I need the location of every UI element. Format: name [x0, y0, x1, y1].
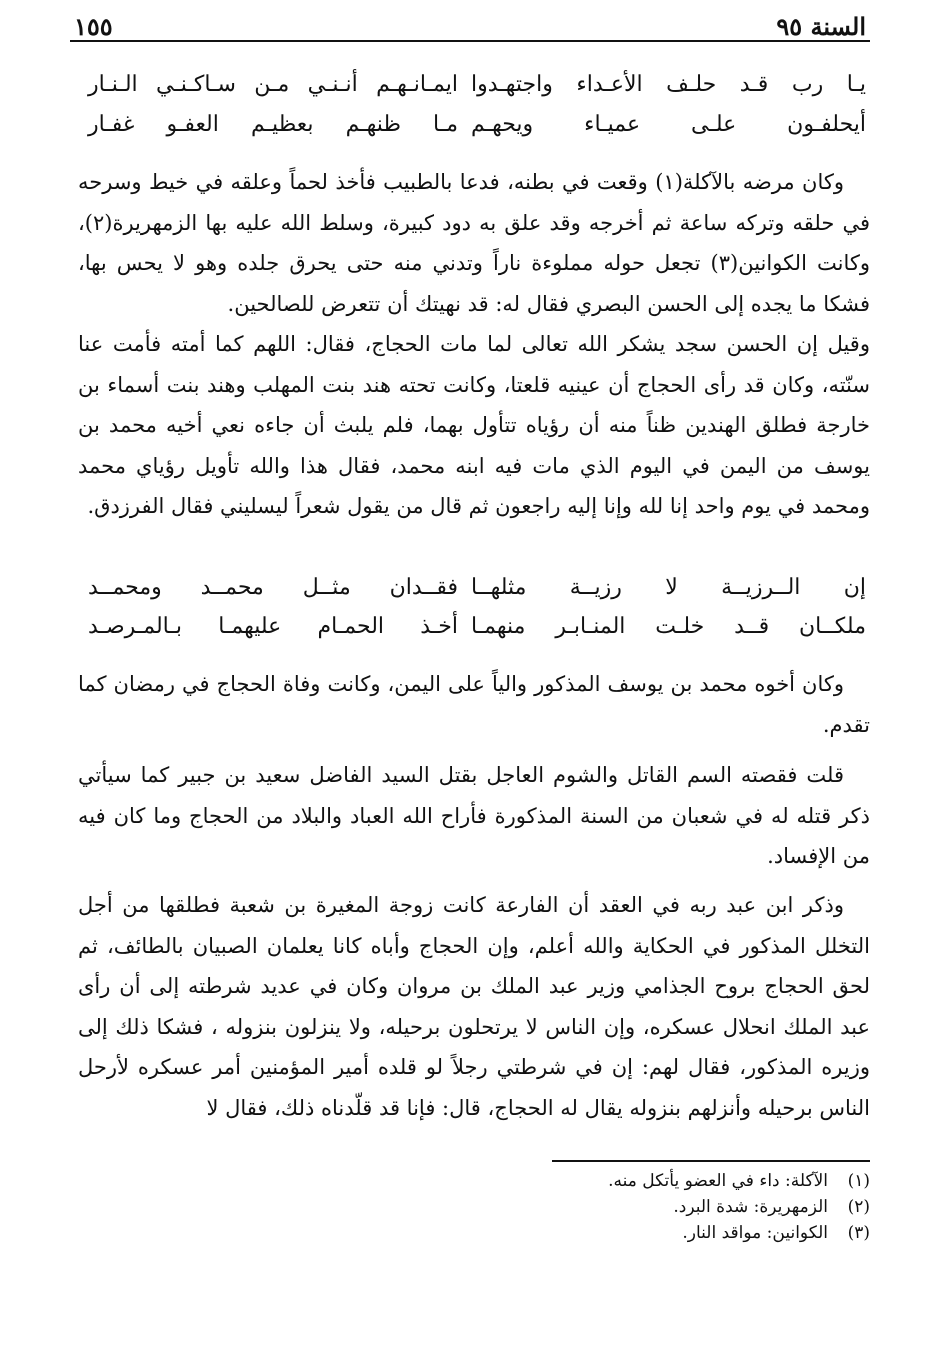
verse-hemistich-second: أخـذ الحمـام عليهمـا بـالمـرصـد	[88, 614, 458, 639]
verse-hemistich-first: يـا رب قـد حلـف الأعـداء واجتهـدوا	[471, 72, 866, 97]
paragraph: قلت فقصته السم القاتل والشوم العاجل بقتل السيد الفاضل سعيد بن جبير كما سيأتي ذكر قتله له في شعبان من السنة المذكورة فأراح الله العباد والبلاد من الحجاج وما كان فيه من الإفساد.	[78, 763, 870, 868]
footnotes	[78, 1160, 870, 1246]
footnote-number: (١)	[847, 1171, 870, 1191]
paragraph: وذكر ابن عبد ربه في العقد أن الفارعة كانت زوجة المغيرة بن شعبة فطلقها من أجل التخلل المذكور في الحكاية والله أعلم، وإن الحجاج وأباه كانا يعلمان الصبيان بالطائف، ثم لحق الحجاج بروح الجذامي وزير عبد الملك بن مروان وكان في عديد شرطته إلى أن رأى عبد الملك انحلال عسكره، وإن الناس لا يرتحلون برحيله، ولا ينزلون بنزوله ، فشكا ذلك إلى وزيره المذكور، فقال لهم: إن في شرطتي رجلاً لو قلده أمير المؤمنين أمر عسكره لأرحل الناس برحيله وأنزلهم بنزوله يقال له الحجاج، قال: فإنا قد قلّدناه ذلك، فقال لا	[78, 893, 870, 1120]
verse-hemistich-second: ايمـانـهـم أنـنـي مـن سـاكـنـي الـنـار	[88, 72, 458, 97]
text-block	[78, 664, 870, 745]
footnote-rule	[552, 1160, 870, 1162]
verse-line	[78, 575, 870, 615]
verse-line	[78, 614, 870, 654]
text-block	[78, 755, 870, 877]
verse-line	[78, 72, 870, 112]
verse-line	[78, 112, 870, 152]
footnote-text: الزمهريرة: شدة البرد.	[673, 1197, 828, 1217]
page-number: ١٥٥	[74, 12, 113, 41]
footnote-text: الآكلة: داء في العضو يأتكل منه.	[608, 1171, 828, 1191]
footnote-number: (٢)	[847, 1197, 870, 1217]
verse-hemistich-first: أيحلفـون علـى عميـاء ويحهـم	[471, 112, 866, 137]
footnote	[78, 1194, 870, 1220]
footnote	[78, 1168, 870, 1194]
paragraph: وقيل إن الحسن سجد يشكر الله تعالى لما مات الحجاج، فقال: اللهم كما أمته فأمت عنا سنّته، وكان قد رأى الحجاج أن عينيه قلعتا، وكانت تحته هند بنت المهلب وهند بنت أسماء بن خارجة فطلق الهندين ظناً منه أن رؤياه تتأول بهما، فلم يلبث أن جاءه نعي أخيه محمد بن يوسف من اليمن في اليوم الذي مات فيه ابنه محمد، فقال هذا والله تأويل رؤياي محمد ومحمد في يوم واحد إنا لله وإنا إليه راجعون ثم قال من يقول شعراً ليسليني فقال الفرزدق.	[78, 332, 870, 518]
footnote-number: (٣)	[847, 1223, 870, 1243]
verse-hemistich-second: مـا ظنهـم بعظيـم العفـو غفـار	[88, 112, 458, 137]
paragraph: وكان أخوه محمد بن يوسف المذكور والياً على اليمن، وكانت وفاة الحجاج في رمضان كما تقدم.	[78, 672, 870, 737]
text-block	[78, 885, 870, 1128]
footnote	[78, 1220, 870, 1246]
header-title: السنة ٩٥	[776, 12, 866, 41]
text-block	[78, 162, 870, 527]
verse-hemistich-first: ملكــان قــد خلـت المنـابـر منهمـا	[471, 614, 866, 639]
verse-hemistich-first: إن الــرزيــة لا رزيــة مثلهــا	[471, 575, 866, 600]
running-header	[70, 12, 870, 42]
verse-hemistich-second: فقــدان مثــل محمــد ومحمــد	[88, 575, 458, 600]
footnote-text: الكوانين: مواقد النار.	[682, 1223, 828, 1243]
paragraph: وكان مرضه بالآكلة(١) وقعت في بطنه، فدعا بالطبيب فأخذ لحماً وعلقه في خيط وسرحه في حلقه وتركه ساعة ثم أخرجه وقد علق به دود كبيرة، وسلط الله عليه بها الزمهريرة(٢)، وكانت الكوانين(٣) تجعل حوله مملوءة ناراً وتدني منه حتى يحرق جلده وهو لا يحس بها، فشكا ما يجده إلى الحسن البصري فقال له: قد نهيتك أن تتعرض للصالحين.	[78, 170, 870, 316]
